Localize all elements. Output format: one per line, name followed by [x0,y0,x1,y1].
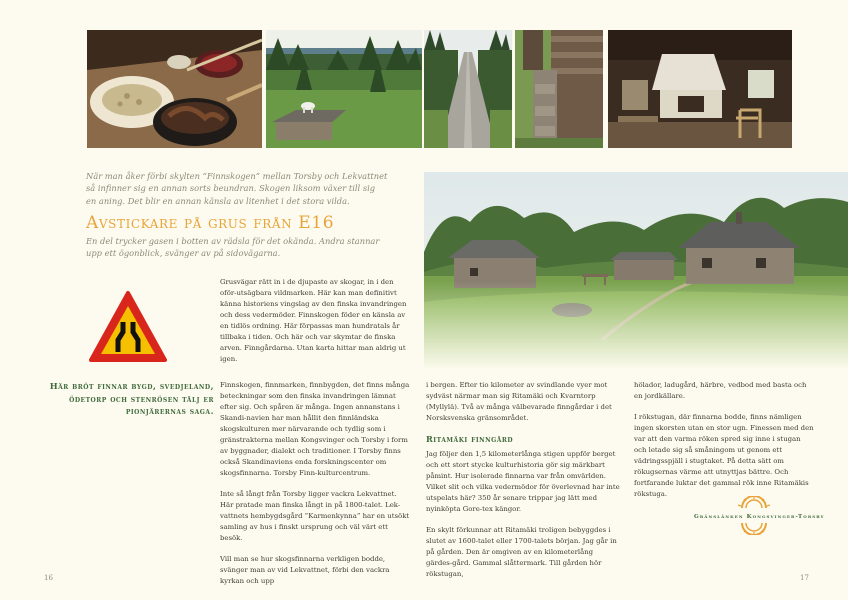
body-paragraph: Jag följer den 1,5 kilometerlånga stigen uppför berget och ett stort stycke kulturhistoria gör sig märkbart påmint. Hur isolerade finnarna var från omvärlden. Vilket slit och vilka vedermödor för överlevnad har inte utspelats här? 350 år senare trippar jag lätt med nyinköpta Gore-tex kängor. [426,450,620,513]
sun-ornament-icon [694,495,814,514]
body-paragraph: I rökstugan, där finnarna bodde, finns nämligen ingen skorsten utan en stor ugn. Finessen med den var att den varma röken spred sig inne i stugan och letade sig så småningom ut genom ett vädringsspjäll i stugtaket. På detta sätt om rökugsernas värme att utnyttjas bättre. Och fortfarande luktar det gammal rök inne Ritamäkis rökstuga. [634,413,814,498]
food-photo [87,30,262,148]
intro-line: När man åker förbi skylten ”Finnskogen” mellan Torsby och Lekvattnet [86,171,388,181]
subheadline-line: En del trycker gasen i botten av rädsla för det okända. Andra stannar [86,236,380,246]
road-narrows-sign-icon [88,290,168,364]
intro-line: så infinner sig en annan sorts beundran. Skogen liksom växer till sig [86,183,376,194]
pull-quote: Här bröt finnar bygd, svedjeland, ödetorp och stenrösen tälj er pionjärernas saga. [49,381,214,416]
body-paragraph: Finnskogen, finnmarken, finnbygden, det finns många beteckningar som den finska invandringen lämnat efter sig. Och spåren är många. Ingen annanstans i Skandi-navien har man hållit den finnländska skogskulturen mer närvarande och tydlig som i gränstrakterna mellan Kongsvinger och Torsby i form av byggnader, dialekt och traditioner. I Torsby finns också Skandinaviens enda forskningscenter om skogsfinnarna. Torsby Finn-kulturcentrum. [220,381,410,477]
lead-paragraph: Grusvägar rätt in i de djupaste av skogar, in i den oför-utsägbara vildmarken. Här kan man definitivt känna historiens vingslag av den finska invandringen och dess vedermöder. Finnskogen föder en känsla av en tidlös ordning. Här förpassas man hundratals år tillbaka i tiden. Och här och var skymtar de finska arven. Finngårdarna. Utan karta hittar man aldrig ut igen. [220,278,407,363]
sun-ornament-icon [694,520,814,539]
intro-paragraph [86,170,406,207]
body-column-1 [220,380,410,597]
body-paragraph: Vill man se hur skogsfinnarna verkligen bodde, svänger man av vid Lekvattnet, förbi den vackra kyrkan och upp [220,555,390,585]
subheadline [86,235,406,260]
body-paragraph: hölador, ladugård, härbre, vedbod med basta och en jordkällare. [634,381,807,400]
brand-logo [694,495,825,539]
section-subheading: Ritamäki finngård [426,434,514,444]
cottage-interior-photo [608,30,792,148]
body-column-2 [426,380,620,590]
body-column-3 [634,380,814,510]
page-number-left: 16 [44,574,53,582]
farmstead-photo [424,172,848,370]
page-number-right: 17 [800,574,809,582]
lead-column [220,277,408,375]
body-paragraph: En skylt förkunnar att Ritamäki troligen bebyggdes i slutet av 1600-talet eller 1700-talets början. Jag går in på gården. Den är omgiven av en kilometerlång gärdes-gård. Gammal slåttermark. Till gården hör rökstugan, [426,526,617,578]
subheadline-line: upp ett ögonblick, svänger av på sidovägarna. [86,248,281,259]
body-paragraph: Inte så långt från Torsby ligger vackra Lekvattnet. Här pratade man finska långt in på 1800-talet. Lek-vattnets hembygdsgård ”Karmenkynna” har en utsökt samling av hus i finskt ursprung och väl värt ett besök. [220,490,410,542]
brand-text: Gränslänken Kongsvinger-Torsby [694,514,825,520]
body-paragraph: i bergen. Efter tio kilometer av svindlande vyer mot sydväst närmar man sig Ritamäki och Kvarntorp (Myllylä). Två av många välbevarade finngårdar i det Norsksvenska gränsområdet. [426,381,612,422]
lake-cottage-photo [266,30,422,148]
page-title: Avstickare på grus från E16 [86,213,335,233]
log-wall-photo [515,30,603,148]
intro-line: en aning. Det blir en annan känsla av litenhet i det stora vilda. [86,195,350,206]
gravel-road-photo [424,30,512,148]
